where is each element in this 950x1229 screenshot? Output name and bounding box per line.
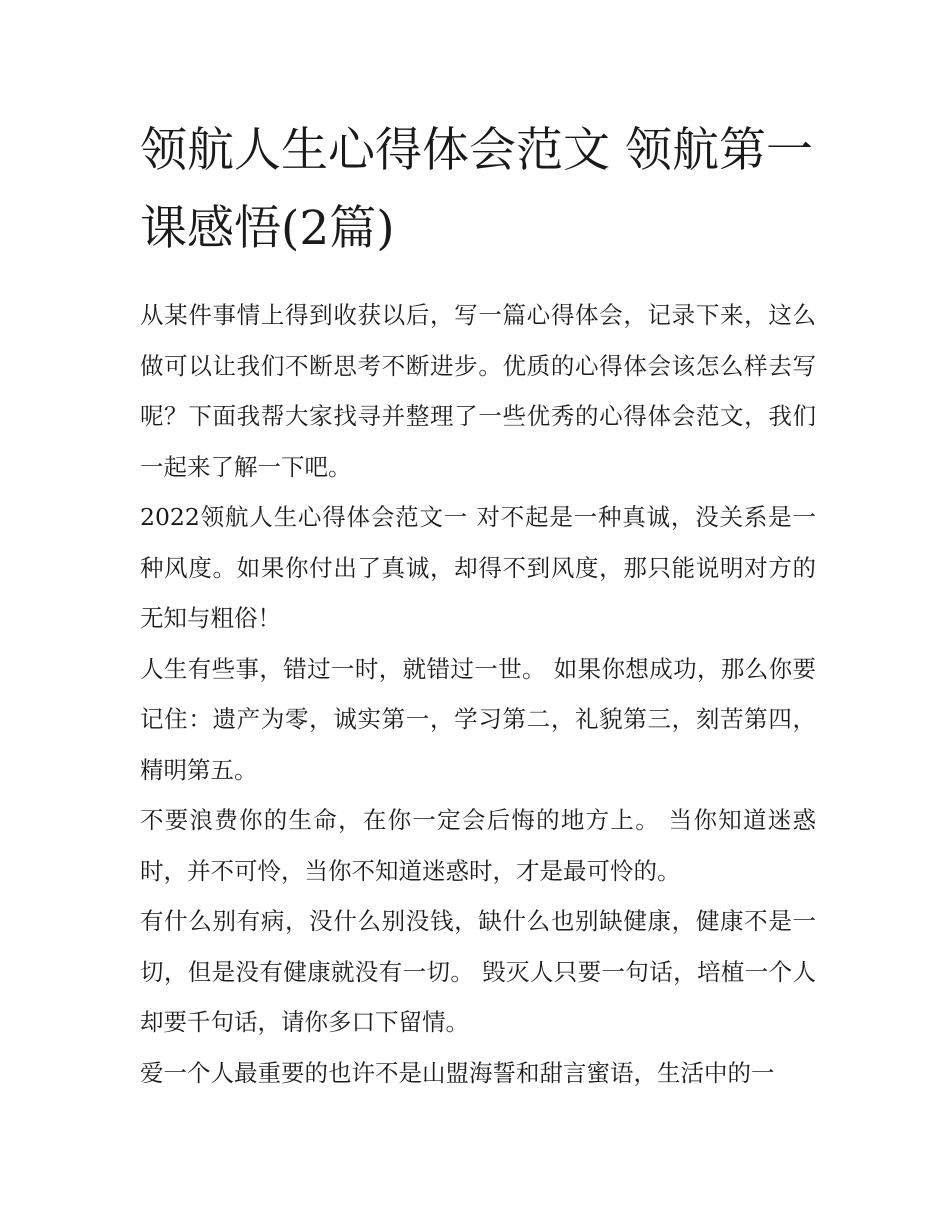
paragraph-health: 有什么别有病，没什么别没钱，缺什么也别缺健康，健康不是一切，但是没有健康就没有一切。 毁灭人只要一句话，培植一个人却要千句话，请你多口下留情。 [140,907,816,1036]
document-title: 领航人生心得体会范文 领航第一课感悟(2篇) [140,123,813,256]
paragraph-love: 爱一个人最重要的也许不是山盟海誓和甜言蜜语，生活中的一 [140,1058,775,1087]
document-page [140,112,816,1098]
paragraph-missed-chances: 人生有些事，错过一时，就错过一世。 如果你想成功，那么你要记住：遗产为零，诚实第一，学习第二，礼貌第三，刻苦第四，精明第五。 [140,654,816,784]
paragraph-confusion: 不要浪费你的生命，在你一定会后悔的地方上。 当你知道迷惑时，并不可怜，当你不知道迷惑时，才是最可怜的。 [140,806,816,885]
paragraph-intro: 从某件事情上得到收获以后，写一篇心得体会，记录下来，这么做可以让我们不断思考不断进步。优质的心得体会该怎么样去写呢？下面我帮大家找寻并整理了一些优秀的心得体会范文，我们一起来了解一下吧。 [140,301,816,481]
paragraph-essay-one: 2022领航人生心得体会范文一 对不起是一种真诚，没关系是一种风度。如果你付出了真诚，却得不到风度，那只能说明对方的无知与粗俗！ [140,503,816,632]
